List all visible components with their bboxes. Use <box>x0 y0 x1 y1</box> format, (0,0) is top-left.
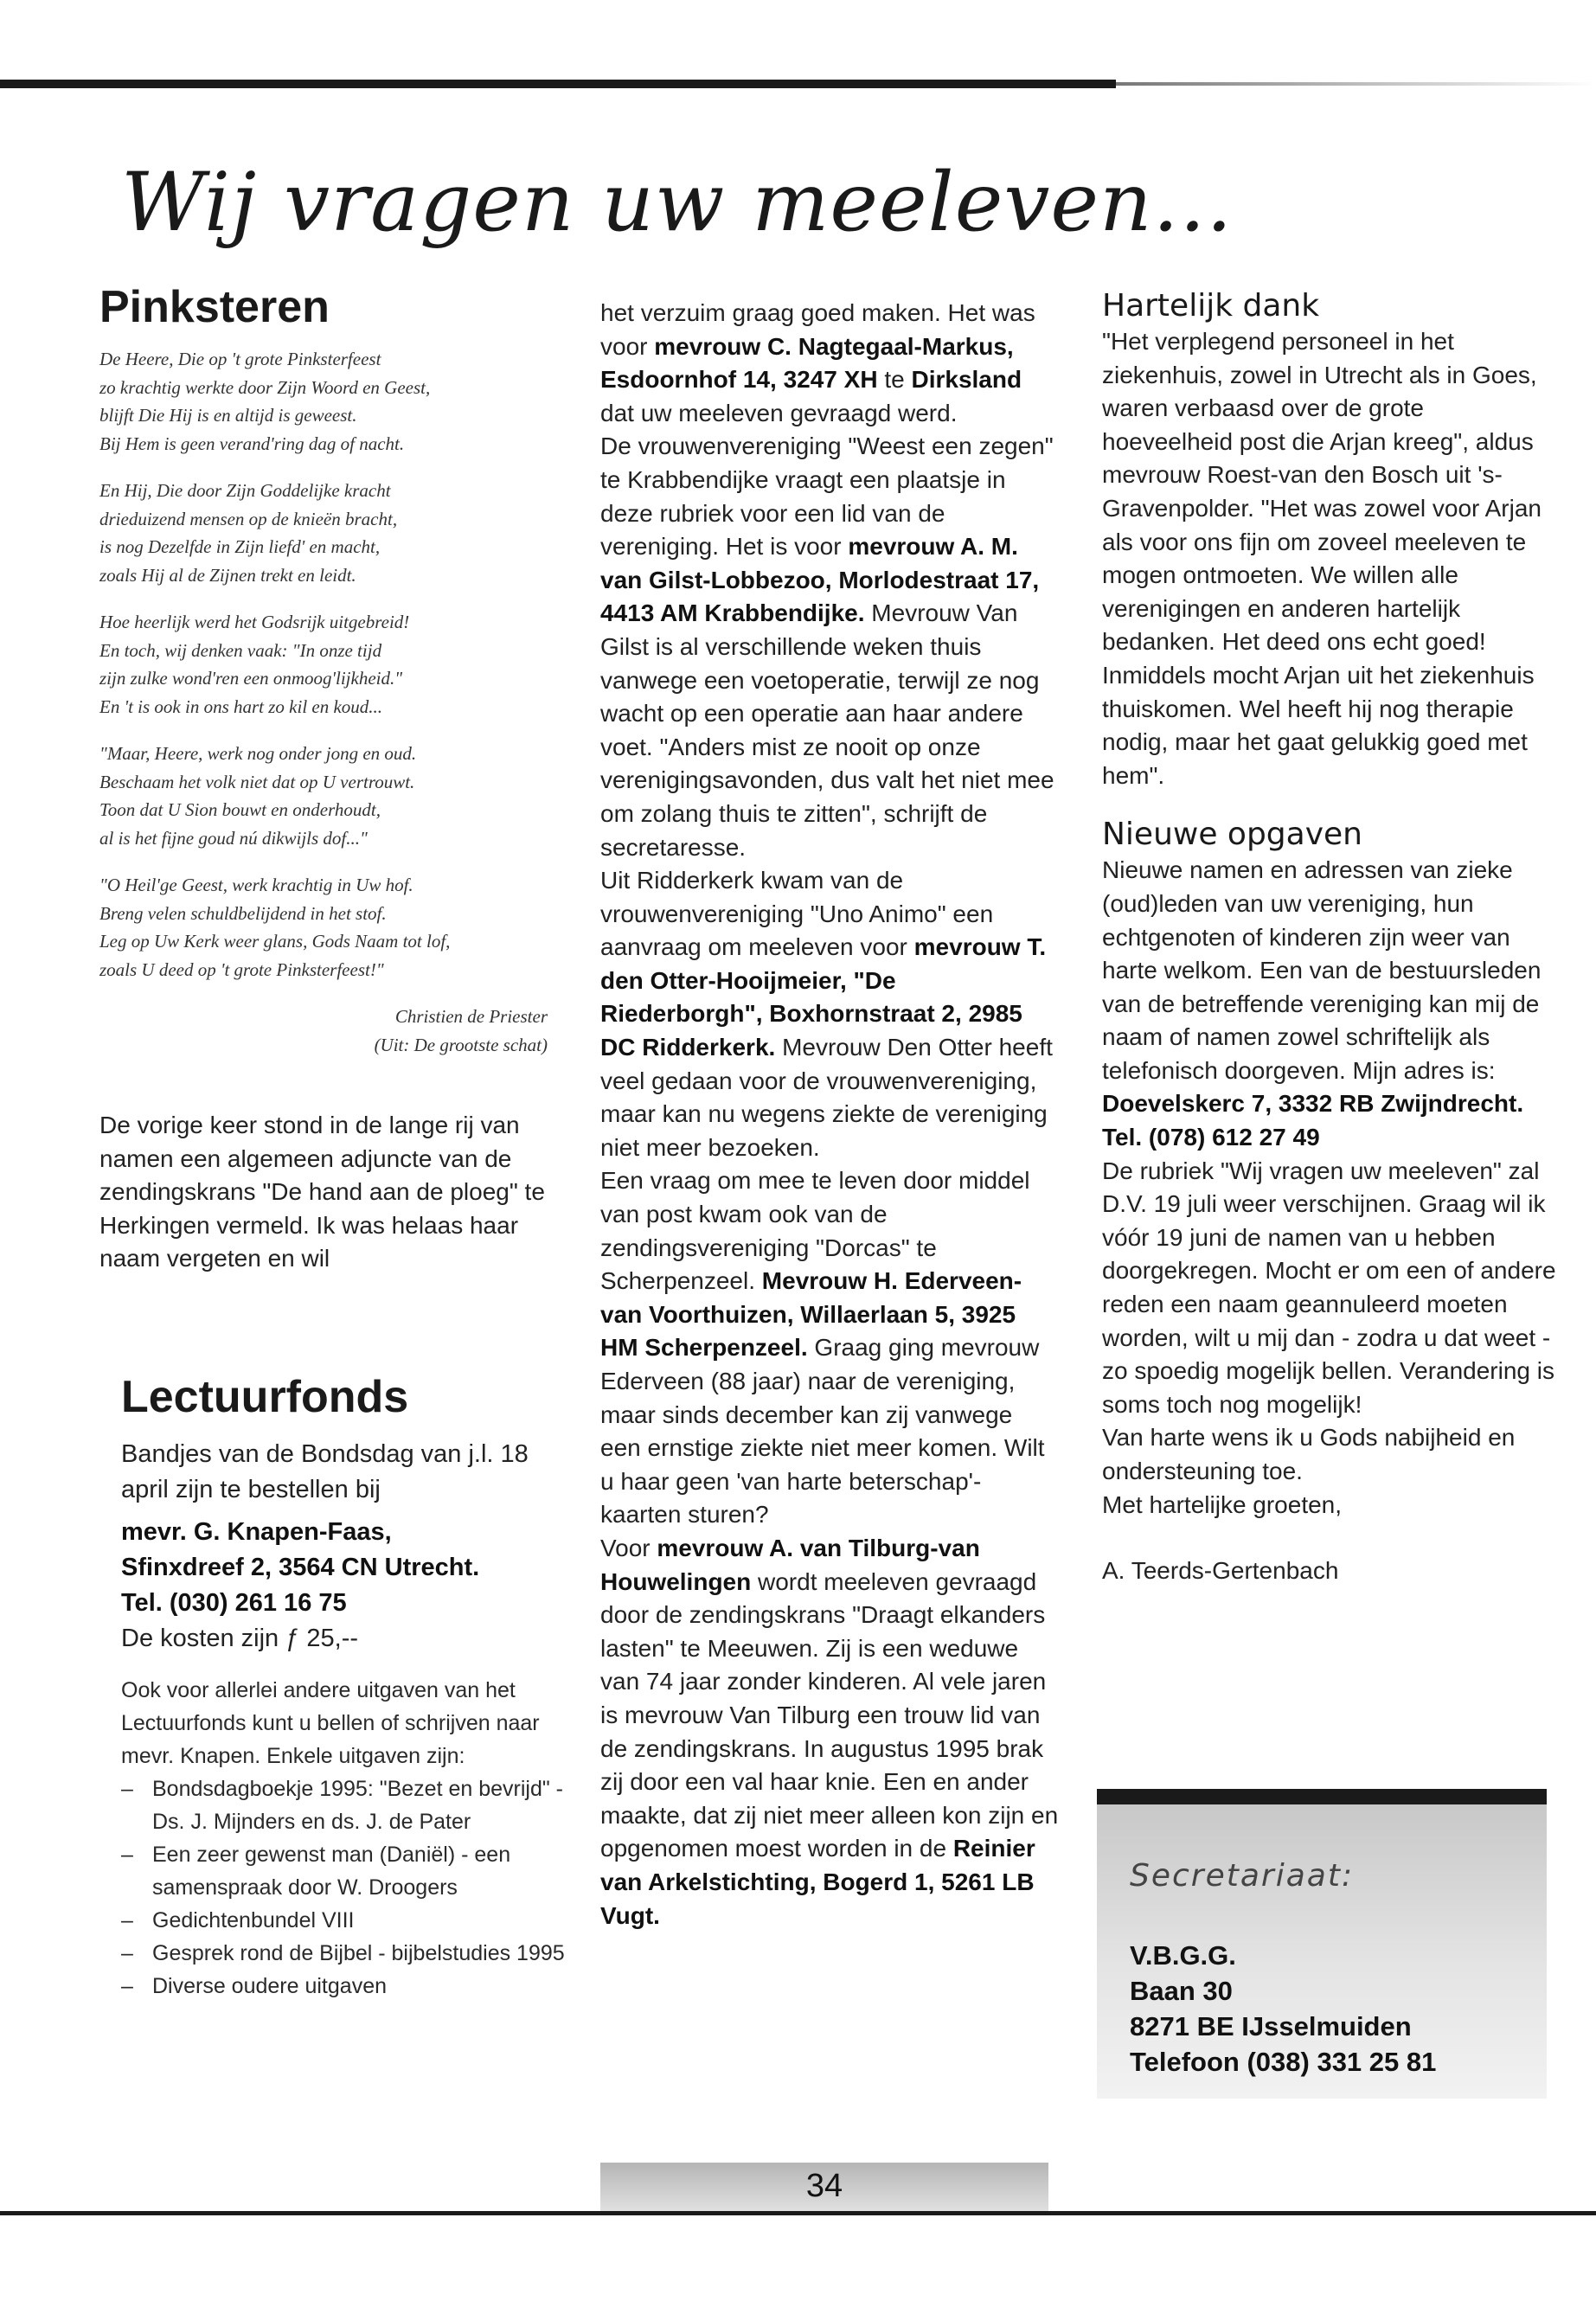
column-left <box>99 281 558 1276</box>
poem-source: (Uit: De grootste schat) <box>374 1034 548 1055</box>
text-run: Nieuwe namen en adressen van zieke (oud)leden van uw vereniging, hun echtgenoten of kinderen zijn weer van harte welkom. Een van de bestuursleden van de betreffende vereniging kan mij de naam of namen zowel schriftelijk als telefonisch doorgeven. Mijn adres is: <box>1102 856 1542 1084</box>
secretariaat-title: Secretariaat: <box>1130 1858 1355 1894</box>
text-run: Mevrouw Den Otter heeft veel gedaan voor de vrouwenvereniging, maar kan nu wegens ziekte de vereniging niet meer bezoeken. <box>600 1034 1053 1161</box>
poem-line: is nog Dezelfde in Zijn liefd' en macht, <box>99 536 381 557</box>
poem-line: En 't is ook in ons hart zo kil en koud... <box>99 695 383 717</box>
poem-line: drieduizend mensen op de knieën bracht, <box>99 508 398 529</box>
publication-list <box>121 1772 571 2003</box>
list-item: – Een zeer gewenst man (Daniël) - een samenspraak door W. Droogers <box>121 1838 571 1904</box>
address-bold: mevrouw C. Nagtegaal-Markus, Esdoornhof 14, 3247 XH <box>600 332 1014 394</box>
pinksteren-heading: Pinksteren <box>99 282 330 332</box>
text-run: Graag ging mevrouw Ederveen (88 jaar) naar de vereniging, maar sinds december kan zij vanwege een ernstige ziekte niet meer komen. Wilt u haar geen 'van harte beterschap'-kaarten sturen? <box>600 1334 1045 1529</box>
lectuurfonds-section <box>121 1371 571 2003</box>
text-run: dat uw meeleven gevraagd werd. <box>600 399 958 426</box>
nieuwe-body <box>1102 854 1561 1587</box>
page-number: 34 <box>805 2168 843 2204</box>
text-run: De vrouwenvereniging "Weest een zegen" te Krabbendijke vraagt een plaatsje in deze rubriek voor een lid van de vereniging. Het is voor <box>600 433 1054 561</box>
nieuwe-paragraph: De rubriek "Wij vragen uw meeleven" zal D.V. 19 juli weer verschijnen. Graag wil ik vóór 19 juni de namen van u hebben doorgekregen. Mocht er om een of andere reden een naam geannuleerd moeten worden, wilt u mij dan - zodra u dat weet - zo spoedig mogelijk bellen. Verandering is soms toch nog mogelijk! <box>1102 1157 1556 1418</box>
lectuurfonds-heading: Lectuurfonds <box>121 1372 409 1422</box>
poem-credit <box>99 1003 558 1059</box>
address-line: Baan 30 <box>1130 1976 1233 2006</box>
hartelijk-body <box>1102 325 1561 792</box>
text-run: Een vraag om mee te leven door middel van post kwam ook van de zendingsvereniging "Dorcas" te Scherpenzeel. <box>600 1167 1030 1295</box>
secretariaat-box <box>1097 1789 1547 2099</box>
poem-author: Christien de Priester <box>394 1006 548 1027</box>
secretariaat-address <box>1130 1938 1436 2080</box>
lectuurfonds-more <box>121 1674 571 2003</box>
middle-paragraph <box>600 430 1059 864</box>
poem-line: Bij Hem is geen verand'ring dag of nacht. <box>99 433 405 454</box>
list-item: – Gesprek rond de Bijbel - bijbelstudies 1995 <box>121 1937 571 1970</box>
list-item: – Gedichtenbundel VIII <box>121 1904 571 1937</box>
poem-line: En toch, wij denken vaak: "In onze tijd <box>99 639 382 661</box>
poem-line: zoals Hij al de Zijnen trekt en leidt. <box>99 564 356 586</box>
poem-line: al is het fijne goud nú dikwijls dof..." <box>99 827 368 849</box>
lectuurfonds-cost: De kosten zijn ƒ 25,-- <box>121 1625 359 1652</box>
lectuurfonds-address <box>121 1515 571 1621</box>
poem-stanza <box>99 871 558 984</box>
poem-line: "Maar, Heere, werk nog onder jong en oud. <box>99 743 417 764</box>
top-rule <box>0 80 1116 88</box>
hartelijk-text: "Het verplegend personeel in het ziekenhuis, zowel in Utrecht als in Goes, waren verbaasd over de grote hoeveelheid post die Arjan kreeg", aldus mevrouw Roest-van den Bosch uit 's-Gravenpolder. "Het was zowel voor Arjan als voor ons fijn om zoveel meeleven te mogen ontmoeten. We willen alle verenigingen en anderen hartelijk bedanken. Het deed ons echt goed! Inmiddels mocht Arjan uit het ziekenhuis thuiskomen. Wel heeft hij nog therapie nodig, maar het gaat gelukkig goed met hem". <box>1102 328 1542 789</box>
poem-line: blijft Die Hij is en altijd is geweest. <box>99 405 357 426</box>
address-bold: mevrouw A. van Tilburg-van Houwelingen <box>600 1534 980 1595</box>
poem-line: De Heere, Die op 't grote Pinksterfeest <box>99 349 381 369</box>
poem <box>99 345 558 1059</box>
text-run: het verzuim graag goed maken. Het was voor <box>600 299 1035 360</box>
poem-line: zoals U deed op 't grote Pinksterfeest!" <box>99 958 384 980</box>
correction-text <box>99 1109 558 1276</box>
lectuurfonds-intro: Bandjes van de Bondsdag van j.l. 18 april zijn te bestellen bij <box>121 1440 529 1503</box>
text-run: Uit Ridderkerk kwam van de vrouwenvereniging "Uno Animo" een aanvraag om meeleven voor <box>600 867 994 961</box>
text-run: wordt meeleven gevraagd door de zendingskrans "Draagt elkanders lasten" te Meeuwen. Zij is een weduwe van 74 jaar zonder kinderen. Al vele jaren is mevrouw Van Tilburg een trouw lid van de zendingskrans. In augustus 1995 brak zij door een val haar knie. Een en ander maakte, dat zij niet meer alleen kon zijn en opgenomen moest worden in de <box>600 1567 1059 1862</box>
nieuwe-paragraph: Met hartelijke groeten, <box>1102 1490 1343 1518</box>
top-rule-fade <box>1116 82 1596 86</box>
bottom-rule <box>0 2211 1596 2215</box>
poem-stanza <box>99 608 558 721</box>
middle-paragraph <box>600 297 1059 430</box>
middle-paragraph <box>600 864 1059 1164</box>
address-bold: Reinier van Arkelstichting, Bogerd 1, 5261 LB Vugt. <box>600 1835 1035 1929</box>
address-line: V.B.G.G. <box>1130 1940 1236 1971</box>
lectuurfonds-more-text: Ook voor allerlei andere uitgaven van het Lectuurfonds kunt u bellen of schrijven naar mevr. Knapen. Enkele uitgaven zijn: <box>121 1678 540 1768</box>
text-run: Voor <box>600 1534 657 1561</box>
poem-stanza <box>99 345 558 458</box>
poem-line: zijn zulke wond'ren een onmoog'lijkheid." <box>99 668 403 689</box>
page-number-box <box>600 2163 1048 2211</box>
poem-line: Breng velen schuldbelijdend in het stof. <box>99 902 387 924</box>
poem-stanza <box>99 740 558 852</box>
column-right <box>1102 288 1561 1588</box>
address-line: mevr. G. Knapen-Faas, <box>121 1518 392 1546</box>
address-line: Telefoon (038) 331 25 81 <box>1130 2047 1437 2077</box>
poem-line: zo krachtig werkte door Zijn Woord en Geest, <box>99 376 431 398</box>
poem-line: Hoe heerlijk werd het Godsrijk uitgebreid! <box>99 612 410 632</box>
lectuurfonds-body <box>121 1437 571 1657</box>
address-bold: Dirksland <box>911 366 1022 394</box>
list-item: – Diverse oudere uitgaven <box>121 1970 571 2003</box>
poem-line: "O Heil'ge Geest, werk krachtig in Uw hof. <box>99 875 413 895</box>
nieuwe-paragraph <box>1102 854 1561 1154</box>
text-run: Mevrouw Van Gilst is al verschillende weken thuis vanwege een voetoperatie, terwijl ze nog wacht op een operatie aan haar andere voet. "Anders mist ze nooit op onze verenigingsavonden, dus valt het niet mee om zolang thuis te zitten", schrijft de secretaresse. <box>600 599 1054 861</box>
contact-address: Doevelskerc 7, 3332 RB Zwijndrecht. Tel. (078) 612 27 49 <box>1102 1090 1524 1151</box>
middle-paragraph <box>600 1164 1059 1532</box>
poem-stanza <box>99 477 558 589</box>
poem-line: Beschaam het volk niet dat op U vertrouwt. <box>99 771 415 792</box>
address-line: Tel. (030) 261 16 75 <box>121 1589 347 1617</box>
poem-line: En Hij, Die door Zijn Goddelijke kracht <box>99 480 391 501</box>
column-middle <box>600 297 1059 1932</box>
poem-line: Toon dat U Sion bouwt en onderhoudt, <box>99 799 381 820</box>
address-bold: Mevrouw H. Ederveen-van Voorthuizen, Willaerlaan 5, 3925 HM Scherpenzeel. <box>600 1267 1022 1362</box>
nieuwe-heading: Nieuwe opgaven <box>1102 817 1362 853</box>
page-title: Wij vragen uw meeleven... <box>121 156 1234 250</box>
nieuwe-paragraph: Van harte wens ik u Gods nabijheid en ondersteuning toe. <box>1102 1424 1516 1484</box>
text-run: te <box>877 366 912 394</box>
address-line: 8271 BE IJsselmuiden <box>1130 2011 1412 2041</box>
poem-line: Leg op Uw Kerk weer glans, Gods Naam tot lof, <box>99 931 451 952</box>
signature: A. Teerds-Gertenbach <box>1102 1557 1339 1585</box>
list-item: – Bondsdagboekje 1995: "Bezet en bevrijd" - Ds. J. Mijnders en ds. J. de Pater <box>121 1772 571 1838</box>
middle-paragraph <box>600 1532 1059 1932</box>
address-bold: mevrouw A. M. van Gilst-Lobbezoo, Morlodestraat 17, 4413 AM Krabbendijke. <box>600 533 1040 627</box>
hartelijk-heading: Hartelijk dank <box>1102 288 1320 324</box>
address-bold: mevrouw T. den Otter-Hooijmeier, "De Riederborgh", Boxhornstraat 2, 2985 DC Ridderkerk. <box>600 933 1047 1061</box>
correction-paragraph: De vorige keer stond in de lange rij van namen een algemeen adjuncte van de zendingskrans "De hand aan de ploeg" te Herkingen vermeld. Ik was helaas haar naam vergeten en wil <box>99 1112 545 1272</box>
address-line: Sfinxdreef 2, 3564 CN Utrecht. <box>121 1554 480 1581</box>
